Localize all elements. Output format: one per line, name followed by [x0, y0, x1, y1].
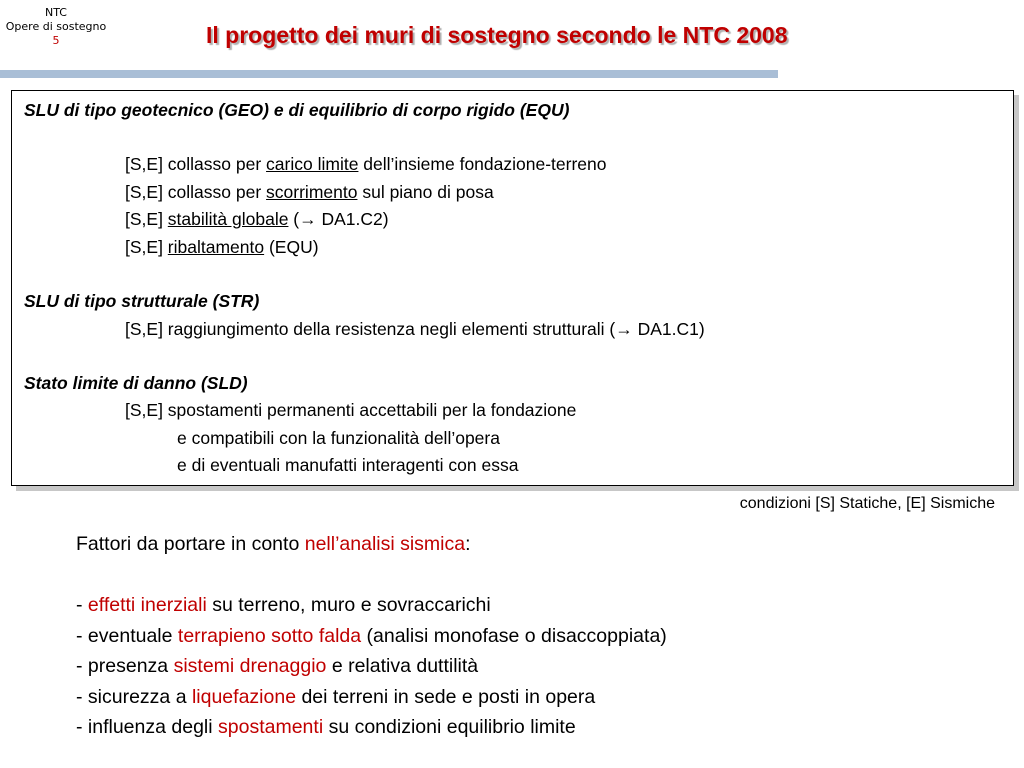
- geo-heading: SLU di tipo geotecnico (GEO) e di equilibrio di corpo rigido (EQU): [24, 100, 570, 120]
- factor-item: - effetti inerziali su terreno, muro e sovraccarichi: [76, 594, 491, 616]
- factors-intro: Fattori da portare in conto nell’analisi sismica:: [76, 533, 471, 555]
- sld-heading: Stato limite di danno (SLD): [24, 373, 248, 393]
- str-heading: SLU di tipo strutturale (STR): [24, 291, 260, 311]
- conditions-caption: condizioni [S] Statiche, [E] Sismiche: [739, 495, 995, 512]
- corner-line-ntc: NTC: [45, 6, 67, 19]
- str-item: [S,E] raggiungimento della resistenza negli elementi strutturali (→ DA1.C1): [125, 319, 705, 339]
- sld-line: e compatibili con la funzionalità dell’opera: [177, 428, 500, 448]
- corner-line-subject: Opere di sostegno: [5, 20, 107, 33]
- limit-states-box: [11, 90, 1014, 486]
- sld-line: e di eventuali manufatti interagenti con essa: [177, 455, 519, 475]
- slide-title: Il progetto dei muri di sostegno secondo le NTC 2008: [206, 22, 788, 48]
- geo-item: [S,E] ribaltamento (EQU): [125, 237, 319, 257]
- geo-item: [S,E] collasso per scorrimento sul piano di posa: [125, 182, 494, 202]
- factor-item: - influenza degli spostamenti su condizioni equilibrio limite: [76, 716, 576, 738]
- slide-number: 5: [52, 34, 60, 47]
- title-underline-bar: [0, 70, 778, 78]
- geo-item: [S,E] collasso per carico limite dell’insieme fondazione-terreno: [125, 154, 607, 174]
- slide-corner-label: [0, 6, 112, 48]
- factor-item: - sicurezza a liquefazione dei terreni in sede e posti in opera: [76, 686, 596, 708]
- sld-line: [S,E] spostamenti permanenti accettabili per la fondazione: [125, 400, 577, 420]
- factor-item: - presenza sistemi drenaggio e relativa duttilità: [76, 655, 479, 677]
- factor-item: - eventuale terrapieno sotto falda (analisi monofase o disaccoppiata): [76, 625, 667, 647]
- geo-item: [S,E] stabilità globale (→ DA1.C2): [125, 209, 389, 229]
